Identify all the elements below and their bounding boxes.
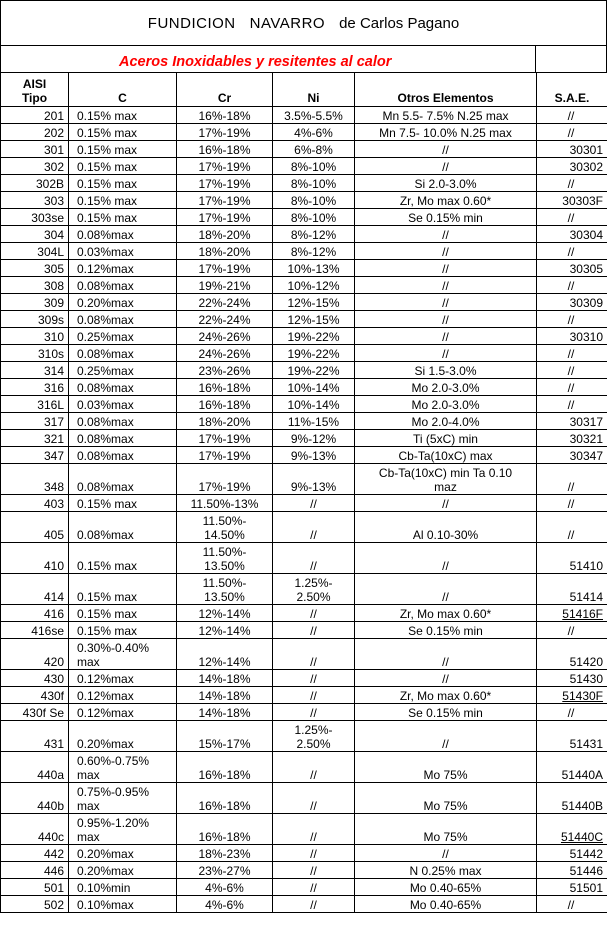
cell-c: 0.15% max: [69, 495, 177, 512]
header-cr: Cr: [177, 73, 273, 107]
cell-cr: 18%-20%: [177, 243, 273, 260]
table-row: [1, 430, 607, 447]
cell-otros: //: [355, 495, 537, 512]
table-row: [1, 704, 607, 721]
cell-c: 0.12%max: [69, 687, 177, 704]
cell-tipo: 430f: [1, 687, 69, 704]
table-row: [1, 175, 607, 192]
cell-ni: //: [273, 879, 355, 896]
cell-c: 0.15% max: [69, 124, 177, 141]
cell-c: 0.08%max: [69, 379, 177, 396]
cell-cr: 17%-19%: [177, 430, 273, 447]
cell-otros: Mn 7.5- 10.0% N.25 max: [355, 124, 537, 141]
table-row: [1, 345, 607, 362]
cell-ni: //: [273, 814, 355, 845]
table-row: [1, 141, 607, 158]
table-row: [1, 124, 607, 141]
cell-sae: //: [537, 124, 607, 141]
cell-tipo: 309s: [1, 311, 69, 328]
cell-tipo: 440b: [1, 783, 69, 814]
cell-otros: Se 0.15% min: [355, 622, 537, 639]
cell-cr: 4%-6%: [177, 896, 273, 913]
table-body: [1, 107, 607, 913]
cell-c: 0.08%max: [69, 277, 177, 294]
cell-cr: 16%-18%: [177, 752, 273, 783]
cell-ni: 8%-10%: [273, 175, 355, 192]
cell-cr: 18%-20%: [177, 226, 273, 243]
table-row: [1, 328, 607, 345]
cell-tipo: 430f Se: [1, 704, 69, 721]
cell-tipo: 303: [1, 192, 69, 209]
cell-sae: 51414: [537, 574, 607, 605]
cell-otros: Si 2.0-3.0%: [355, 175, 537, 192]
cell-tipo: 310s: [1, 345, 69, 362]
cell-cr: 16%-18%: [177, 107, 273, 124]
table-row: [1, 362, 607, 379]
cell-c: 0.08%max: [69, 311, 177, 328]
table-row: [1, 243, 607, 260]
cell-ni: 8%-12%: [273, 243, 355, 260]
table-row: [1, 574, 607, 605]
cell-ni: 9%-13%: [273, 447, 355, 464]
cell-otros: N 0.25% max: [355, 862, 537, 879]
subtitle: Aceros Inoxidables y resitentes al calor: [119, 54, 392, 70]
header-tipo: Tipo: [21, 91, 48, 105]
table-row: [1, 447, 607, 464]
cell-ni: //: [273, 862, 355, 879]
cell-cr: 11.50%- 14.50%: [177, 512, 273, 543]
cell-cr: 23%-27%: [177, 862, 273, 879]
cell-sae: //: [537, 464, 607, 495]
cell-sae: //: [537, 107, 607, 124]
cell-otros: Ti (5xC) min: [355, 430, 537, 447]
table-row: [1, 277, 607, 294]
table-row: [1, 862, 607, 879]
cell-cr: 17%-19%: [177, 464, 273, 495]
cell-otros: Mo 75%: [355, 752, 537, 783]
cell-sae: 51410: [537, 543, 607, 574]
cell-sae: 51430F: [537, 687, 607, 704]
cell-otros: //: [355, 243, 537, 260]
cell-sae: 30317: [537, 413, 607, 430]
owner-name: de Carlos Pagano: [339, 14, 460, 32]
header-otros: Otros Elementos: [355, 73, 537, 107]
cell-ni: 10%-13%: [273, 260, 355, 277]
table-row: [1, 379, 607, 396]
cell-cr: 17%-19%: [177, 192, 273, 209]
cell-otros: Mn 5.5- 7.5% N.25 max: [355, 107, 537, 124]
cell-ni: 4%-6%: [273, 124, 355, 141]
table-row: [1, 464, 607, 495]
table-row: [1, 311, 607, 328]
cell-tipo: 403: [1, 495, 69, 512]
cell-sae: 30302: [537, 158, 607, 175]
cell-otros: Mo 0.40-65%: [355, 896, 537, 913]
cell-cr: 16%-18%: [177, 814, 273, 845]
cell-ni: 1.25%- 2.50%: [273, 721, 355, 752]
cell-cr: 17%-19%: [177, 209, 273, 226]
cell-ni: 19%-22%: [273, 362, 355, 379]
subtitle-side-cell: [535, 46, 606, 72]
cell-c: 0.75%-0.95% max: [69, 783, 177, 814]
table-row: [1, 814, 607, 845]
cell-ni: 8%-10%: [273, 209, 355, 226]
table-row: [1, 512, 607, 543]
cell-otros: Cb-Ta(10xC) max: [355, 447, 537, 464]
cell-tipo: 347: [1, 447, 69, 464]
cell-tipo: 416: [1, 605, 69, 622]
cell-c: 0.20%max: [69, 845, 177, 862]
cell-cr: 11.50%- 13.50%: [177, 543, 273, 574]
cell-ni: //: [273, 495, 355, 512]
cell-otros: //: [355, 345, 537, 362]
cell-cr: 12%-14%: [177, 639, 273, 670]
cell-c: 0.08%max: [69, 512, 177, 543]
table-row: [1, 670, 607, 687]
cell-cr: 16%-18%: [177, 783, 273, 814]
cell-otros: //: [355, 277, 537, 294]
cell-sae: 30309: [537, 294, 607, 311]
cell-tipo: 502: [1, 896, 69, 913]
cell-cr: 17%-19%: [177, 447, 273, 464]
cell-ni: 10%-14%: [273, 379, 355, 396]
cell-c: 0.12%max: [69, 260, 177, 277]
cell-cr: 24%-26%: [177, 345, 273, 362]
cell-otros: Zr, Mo max 0.60*: [355, 605, 537, 622]
cell-sae: 51430: [537, 670, 607, 687]
cell-sae: 30321: [537, 430, 607, 447]
header-row: [1, 73, 607, 107]
table-row: [1, 226, 607, 243]
cell-c: 0.30%-0.40% max: [69, 639, 177, 670]
cell-otros: //: [355, 574, 537, 605]
table-row: [1, 752, 607, 783]
table-row: [1, 721, 607, 752]
cell-ni: 8%-10%: [273, 158, 355, 175]
cell-sae: //: [537, 704, 607, 721]
cell-ni: //: [273, 670, 355, 687]
table-row: [1, 879, 607, 896]
cell-tipo: 446: [1, 862, 69, 879]
cell-ni: 9%-13%: [273, 464, 355, 495]
cell-ni: 9%-12%: [273, 430, 355, 447]
cell-cr: 17%-19%: [177, 175, 273, 192]
cell-c: 0.15% max: [69, 192, 177, 209]
cell-otros: Se 0.15% min: [355, 209, 537, 226]
cell-c: 0.15% max: [69, 574, 177, 605]
cell-c: 0.60%-0.75% max: [69, 752, 177, 783]
cell-otros: //: [355, 721, 537, 752]
cell-c: 0.25%max: [69, 362, 177, 379]
cell-cr: 14%-18%: [177, 687, 273, 704]
cell-ni: 8%-10%: [273, 192, 355, 209]
cell-tipo: 201: [1, 107, 69, 124]
cell-otros: //: [355, 141, 537, 158]
cell-sae: //: [537, 495, 607, 512]
table-row: [1, 209, 607, 226]
header-c: C: [69, 73, 177, 107]
cell-otros: Mo 2.0-3.0%: [355, 379, 537, 396]
cell-sae: 51440A: [537, 752, 607, 783]
cell-c: 0.20%max: [69, 294, 177, 311]
cell-otros: //: [355, 311, 537, 328]
cell-c: 0.20%max: [69, 721, 177, 752]
cell-sae: //: [537, 896, 607, 913]
cell-tipo: 321: [1, 430, 69, 447]
cell-c: 0.08%max: [69, 226, 177, 243]
cell-tipo: 302B: [1, 175, 69, 192]
cell-otros: //: [355, 328, 537, 345]
cell-otros: Mo 75%: [355, 814, 537, 845]
cell-otros: //: [355, 670, 537, 687]
cell-cr: 4%-6%: [177, 879, 273, 896]
table-row: [1, 158, 607, 175]
cell-cr: 16%-18%: [177, 141, 273, 158]
cell-otros: //: [355, 226, 537, 243]
cell-c: 0.15% max: [69, 107, 177, 124]
table-row: [1, 783, 607, 814]
cell-tipo: 414: [1, 574, 69, 605]
cell-otros: Se 0.15% min: [355, 704, 537, 721]
cell-tipo: 304L: [1, 243, 69, 260]
cell-ni: 12%-15%: [273, 311, 355, 328]
cell-c: 0.15% max: [69, 141, 177, 158]
cell-ni: 19%-22%: [273, 328, 355, 345]
cell-c: 0.12%max: [69, 704, 177, 721]
cell-tipo: 410: [1, 543, 69, 574]
cell-ni: //: [273, 752, 355, 783]
header-ni: Ni: [273, 73, 355, 107]
cell-cr: 17%-19%: [177, 260, 273, 277]
cell-c: 0.25%max: [69, 328, 177, 345]
cell-c: 0.03%max: [69, 396, 177, 413]
cell-c: 0.08%max: [69, 430, 177, 447]
cell-tipo: 202: [1, 124, 69, 141]
cell-cr: 11.50%- 13.50%: [177, 574, 273, 605]
cell-cr: 15%-17%: [177, 721, 273, 752]
cell-sae: 51420: [537, 639, 607, 670]
cell-otros: Zr, Mo max 0.60*: [355, 192, 537, 209]
cell-otros: //: [355, 260, 537, 277]
cell-sae: 30301: [537, 141, 607, 158]
table-row: [1, 605, 607, 622]
cell-otros: //: [355, 845, 537, 862]
cell-tipo: 308: [1, 277, 69, 294]
cell-ni: //: [273, 543, 355, 574]
cell-cr: 11.50%-13%: [177, 495, 273, 512]
cell-otros: Mo 2.0-4.0%: [355, 413, 537, 430]
table-row: [1, 107, 607, 124]
cell-otros: Mo 2.0-3.0%: [355, 396, 537, 413]
table-row: [1, 845, 607, 862]
cell-ni: 19%-22%: [273, 345, 355, 362]
cell-cr: 12%-14%: [177, 622, 273, 639]
cell-tipo: 305: [1, 260, 69, 277]
table-row: [1, 495, 607, 512]
cell-sae: 51442: [537, 845, 607, 862]
cell-sae: //: [537, 345, 607, 362]
cell-ni: //: [273, 639, 355, 670]
cell-sae: 51446: [537, 862, 607, 879]
cell-tipo: 304: [1, 226, 69, 243]
table-row: [1, 622, 607, 639]
cell-sae: 30305: [537, 260, 607, 277]
cell-sae: //: [537, 311, 607, 328]
cell-c: 0.12%max: [69, 670, 177, 687]
cell-cr: 22%-24%: [177, 311, 273, 328]
header-sae: S.A.E.: [537, 73, 607, 107]
table-row: [1, 260, 607, 277]
cell-c: 0.15% max: [69, 209, 177, 226]
cell-tipo: 314: [1, 362, 69, 379]
cell-otros: //: [355, 543, 537, 574]
cell-c: 0.08%max: [69, 413, 177, 430]
cell-ni: 6%-8%: [273, 141, 355, 158]
cell-tipo: 317: [1, 413, 69, 430]
cell-ni: //: [273, 605, 355, 622]
cell-otros: //: [355, 294, 537, 311]
table-row: [1, 413, 607, 430]
cell-cr: 17%-19%: [177, 158, 273, 175]
cell-sae: 30304: [537, 226, 607, 243]
table-row: [1, 687, 607, 704]
cell-c: 0.15% max: [69, 158, 177, 175]
cell-c: 0.15% max: [69, 622, 177, 639]
cell-sae: 51431: [537, 721, 607, 752]
cell-tipo: 348: [1, 464, 69, 495]
cell-tipo: 501: [1, 879, 69, 896]
cell-sae: 51416F: [537, 605, 607, 622]
cell-tipo: 309: [1, 294, 69, 311]
header-aisi-tipo: [1, 73, 69, 107]
cell-c: 0.08%max: [69, 464, 177, 495]
cell-cr: 17%-19%: [177, 124, 273, 141]
cell-ni: 8%-12%: [273, 226, 355, 243]
cell-ni: 12%-15%: [273, 294, 355, 311]
cell-sae: 51440B: [537, 783, 607, 814]
cell-c: 0.15% max: [69, 543, 177, 574]
cell-tipo: 440a: [1, 752, 69, 783]
steel-table: [0, 72, 607, 913]
cell-tipo: 442: [1, 845, 69, 862]
cell-cr: 24%-26%: [177, 328, 273, 345]
cell-cr: 18%-20%: [177, 413, 273, 430]
cell-ni: 1.25%- 2.50%: [273, 574, 355, 605]
header-aisi: AISI: [22, 77, 47, 91]
cell-cr: 16%-18%: [177, 379, 273, 396]
table-row: [1, 896, 607, 913]
cell-ni: 10%-14%: [273, 396, 355, 413]
cell-sae: //: [537, 512, 607, 543]
cell-ni: //: [273, 896, 355, 913]
cell-cr: 18%-23%: [177, 845, 273, 862]
cell-ni: //: [273, 687, 355, 704]
table-row: [1, 639, 607, 670]
cell-otros: Al 0.10-30%: [355, 512, 537, 543]
cell-cr: 22%-24%: [177, 294, 273, 311]
cell-tipo: 302: [1, 158, 69, 175]
cell-sae: 51501: [537, 879, 607, 896]
cell-cr: 12%-14%: [177, 605, 273, 622]
cell-otros: //: [355, 639, 537, 670]
cell-ni: 11%-15%: [273, 413, 355, 430]
cell-sae: //: [537, 209, 607, 226]
cell-otros: Zr, Mo max 0.60*: [355, 687, 537, 704]
cell-sae: //: [537, 396, 607, 413]
cell-cr: 19%-21%: [177, 277, 273, 294]
cell-c: 0.20%max: [69, 862, 177, 879]
cell-sae: //: [537, 175, 607, 192]
cell-c: 0.15% max: [69, 175, 177, 192]
cell-ni: 3.5%-5.5%: [273, 107, 355, 124]
cell-ni: //: [273, 783, 355, 814]
subtitle-row: [0, 46, 607, 72]
cell-c: 0.03%max: [69, 243, 177, 260]
cell-ni: //: [273, 845, 355, 862]
cell-tipo: 431: [1, 721, 69, 752]
cell-sae: 30303F: [537, 192, 607, 209]
cell-sae: 30347: [537, 447, 607, 464]
company-name: FUNDICION NAVARRO: [147, 14, 326, 32]
cell-sae: //: [537, 362, 607, 379]
cell-c: 0.10%max: [69, 896, 177, 913]
cell-sae: //: [537, 243, 607, 260]
cell-tipo: 310: [1, 328, 69, 345]
cell-sae: //: [537, 379, 607, 396]
cell-ni: 10%-12%: [273, 277, 355, 294]
cell-tipo: 301: [1, 141, 69, 158]
table-row: [1, 396, 607, 413]
table-row: [1, 294, 607, 311]
cell-cr: 14%-18%: [177, 704, 273, 721]
cell-c: 0.95%-1.20% max: [69, 814, 177, 845]
cell-otros: Cb-Ta(10xC) min Ta 0.10 maz: [355, 464, 537, 495]
cell-tipo: 430: [1, 670, 69, 687]
cell-sae: //: [537, 622, 607, 639]
cell-sae: 30310: [537, 328, 607, 345]
cell-ni: //: [273, 512, 355, 543]
cell-otros: Si 1.5-3.0%: [355, 362, 537, 379]
cell-tipo: 316: [1, 379, 69, 396]
cell-c: 0.10%min: [69, 879, 177, 896]
cell-otros: //: [355, 158, 537, 175]
cell-c: 0.08%max: [69, 447, 177, 464]
cell-tipo: 405: [1, 512, 69, 543]
cell-tipo: 420: [1, 639, 69, 670]
cell-sae: //: [537, 277, 607, 294]
cell-otros: Mo 75%: [355, 783, 537, 814]
cell-tipo: 416se: [1, 622, 69, 639]
cell-cr: 23%-26%: [177, 362, 273, 379]
cell-ni: //: [273, 704, 355, 721]
cell-c: 0.15% max: [69, 605, 177, 622]
cell-otros: Mo 0.40-65%: [355, 879, 537, 896]
cell-sae: 51440C: [537, 814, 607, 845]
cell-cr: 14%-18%: [177, 670, 273, 687]
table-row: [1, 543, 607, 574]
cell-ni: //: [273, 622, 355, 639]
cell-tipo: 303se: [1, 209, 69, 226]
cell-tipo: 316L: [1, 396, 69, 413]
table-row: [1, 192, 607, 209]
title-row: [0, 0, 607, 46]
cell-cr: 16%-18%: [177, 396, 273, 413]
cell-tipo: 440c: [1, 814, 69, 845]
cell-c: 0.08%max: [69, 345, 177, 362]
